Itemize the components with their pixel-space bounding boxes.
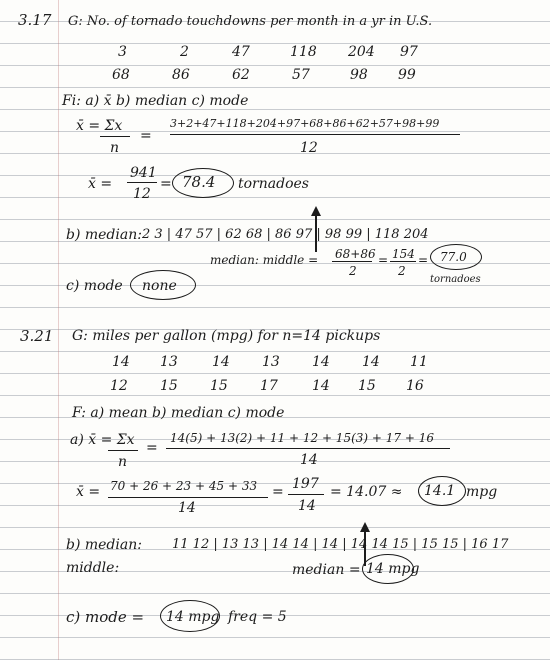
mean-result: 14.1 xyxy=(424,483,456,499)
given-statement: G: No. of tornado touchdowns per month in a yr in U.S. xyxy=(68,14,433,29)
mean-numerator: 941 xyxy=(130,165,157,181)
median-label: b) median: xyxy=(66,537,142,553)
data-value: 16 xyxy=(406,378,424,394)
median-sequence: 11 12 | 13 13 | 14 14 | 14 | 14 14 15 | 15 15 | 16 17 xyxy=(172,537,509,552)
mode-freq: freq = 5 xyxy=(228,609,287,625)
given-statement: G: miles per gallon (mpg) for n=14 pickups xyxy=(72,328,381,344)
median-result: 14 mpg xyxy=(366,561,420,577)
data-value: 86 xyxy=(172,67,190,83)
data-value: 15 xyxy=(160,378,178,394)
median-result: 77.0 xyxy=(440,250,467,264)
mode-label: c) mode = xyxy=(66,608,145,626)
data-value: 2 xyxy=(180,44,189,60)
unit-label: mpg xyxy=(466,484,498,500)
median-frac2-numerator: 154 xyxy=(392,247,415,261)
data-value: 68 xyxy=(112,67,130,83)
mean-xbar-label: x̄ = xyxy=(88,176,113,192)
mean-line2-numerator: 70 + 26 + 23 + 45 + 33 xyxy=(110,479,258,493)
data-value: 11 xyxy=(410,354,428,370)
median-frac-denominator: 2 xyxy=(349,264,357,278)
data-value: 14 xyxy=(112,354,130,370)
data-value: 15 xyxy=(358,378,376,394)
data-value: 118 xyxy=(290,44,317,60)
mean-sum-numerator: 3+2+47+118+204+97+68+86+62+57+98+99 xyxy=(170,117,440,130)
mean-formula-n: n xyxy=(110,140,120,156)
data-value: 14 xyxy=(212,354,230,370)
mean-line2-denominator: 14 xyxy=(178,500,196,516)
data-value: 17 xyxy=(260,378,278,394)
mean-denominator: 12 xyxy=(133,186,151,202)
mean-sum-numerator: 14(5) + 13(2) + 11 + 12 + 15(3) + 17 + 16 xyxy=(170,431,434,445)
equals-sign: = xyxy=(146,440,158,456)
middle-label: middle: xyxy=(66,560,120,576)
mean-denominator: 12 xyxy=(300,140,318,156)
data-value: 14 xyxy=(362,354,380,370)
mean-formula-lhs: a) x̄ = Σx xyxy=(70,432,135,448)
equals-sign: = xyxy=(378,253,389,267)
find-statement: Fi: a) x̄ b) median c) mode xyxy=(62,93,249,109)
find-statement: F: a) mean b) median c) mode xyxy=(72,405,285,421)
mean-denominator: 14 xyxy=(300,452,318,468)
data-value: 204 xyxy=(348,44,375,60)
median-sequence: 2 3 | 47 57 | 62 68 | 86 97 | 98 99 | 118 204 xyxy=(142,227,429,242)
mode-label: c) mode xyxy=(66,278,123,294)
data-value: 14 xyxy=(312,354,330,370)
data-value: 3 xyxy=(118,44,127,60)
arrow-head-icon xyxy=(360,522,370,532)
unit-label: tornadoes xyxy=(238,176,309,192)
median-label: b) median: xyxy=(66,227,142,243)
median-frac2-denominator: 2 xyxy=(398,264,406,278)
problem-number: 3.17 xyxy=(18,11,52,29)
mode-result: 14 mpg xyxy=(166,609,220,625)
data-value: 57 xyxy=(292,67,310,83)
median-note: median: middle = xyxy=(210,253,319,267)
unit-label: tornadoes xyxy=(430,274,481,285)
data-value: 15 xyxy=(210,378,228,394)
equals-sign: = xyxy=(160,176,172,192)
mean-result: 78.4 xyxy=(182,173,216,191)
mean-line2-denominator2: 14 xyxy=(298,498,316,514)
mean-approx: = 14.07 ≈ xyxy=(330,484,403,500)
median-frac-numerator: 68+86 xyxy=(335,247,376,261)
mean-line2-numerator2: 197 xyxy=(292,476,319,492)
data-value: 97 xyxy=(400,44,418,60)
data-value: 98 xyxy=(350,67,368,83)
equals-sign: = xyxy=(140,128,152,144)
data-value: 99 xyxy=(398,67,416,83)
data-value: 12 xyxy=(110,378,128,394)
data-value: 13 xyxy=(160,354,178,370)
median-note: median = xyxy=(292,562,361,578)
arrow-head-icon xyxy=(311,206,321,216)
equals-sign: = xyxy=(418,253,429,267)
data-value: 13 xyxy=(262,354,280,370)
problem-number: 3.21 xyxy=(20,327,54,345)
mode-result: none xyxy=(142,278,177,294)
equals-sign: = xyxy=(272,484,284,500)
mean-xbar-label: x̄ = xyxy=(76,484,101,500)
mean-formula-n: n xyxy=(118,454,128,470)
data-value: 62 xyxy=(232,67,250,83)
data-value: 14 xyxy=(312,378,330,394)
data-value: 47 xyxy=(232,44,250,60)
mean-formula-lhs: x̄ = Σx xyxy=(76,118,123,134)
